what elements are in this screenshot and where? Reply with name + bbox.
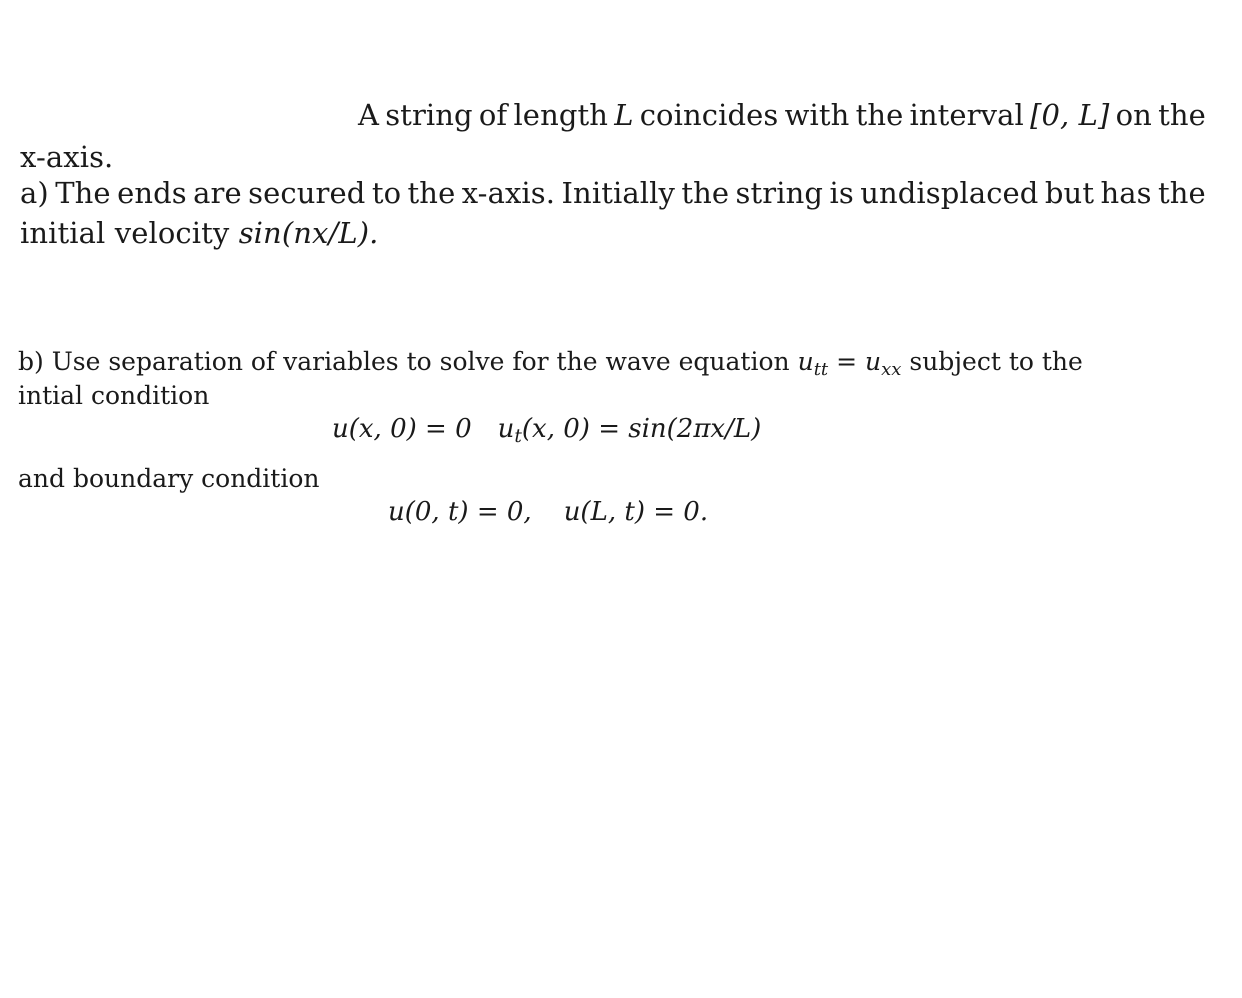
boundary-condition-equation — [388, 497, 708, 527]
wave-eq-lhs-subscript: tt — [813, 359, 829, 381]
line3-word: Initially — [561, 176, 675, 210]
initial-velocity-u: u — [497, 414, 515, 444]
line3-word: undisplaced — [860, 176, 1039, 210]
line3-word: to — [371, 176, 402, 210]
line1-word: of — [478, 98, 508, 132]
line1-word: string — [385, 98, 473, 132]
part-a-line-2: x-axis. — [20, 140, 114, 174]
right-boundary-equation: u(L, t) = 0. — [563, 497, 709, 527]
part-a-line-4 — [20, 216, 378, 250]
line1-word: L — [614, 98, 634, 132]
initial-displacement-equation: u(x, 0) = 0 — [332, 414, 472, 444]
line1-word: the — [1158, 98, 1206, 132]
part-b-line-1 — [18, 347, 1083, 380]
left-boundary-equation: u(0, t) = 0, — [388, 497, 532, 527]
line3-word: ends — [117, 176, 187, 210]
line1-word: A — [358, 98, 380, 132]
wave-eq-lhs: u — [797, 347, 814, 376]
line3-word: the — [1158, 176, 1206, 210]
line3-word: a) — [20, 176, 49, 210]
initial-velocity-equation: (x, 0) = sin(2πx/L) — [521, 414, 762, 444]
line3-word: has — [1100, 176, 1152, 210]
line1-word: interval — [909, 98, 1024, 132]
line3-word: are — [193, 176, 242, 210]
wave-eq-equals: = — [828, 347, 865, 376]
line1-word: the — [855, 98, 904, 132]
wave-eq-rhs-subscript: xx — [881, 359, 902, 381]
line3-word: is — [829, 176, 854, 210]
part-b-intro-text: b) Use separation of variables to solve for the wave equation — [18, 347, 798, 376]
part-b-intro-tail: subject to the — [901, 347, 1083, 376]
initial-condition-equation — [332, 414, 761, 447]
part-a-line-3 — [20, 176, 1206, 210]
line3-word: secured — [248, 176, 366, 210]
line3-word: x-axis. — [461, 176, 556, 210]
line1-word: coincides — [639, 98, 779, 132]
line3-word: string — [735, 176, 824, 210]
line1-word: length — [513, 98, 609, 132]
line3-word: but — [1044, 176, 1095, 210]
line1-word: on — [1115, 98, 1152, 132]
line1-word: [0, L] — [1030, 98, 1110, 132]
boundary-condition-label: and boundary condition — [18, 464, 320, 493]
initial-velocity-label: initial velocity — [20, 216, 239, 250]
part-a-line-1 — [358, 98, 1206, 132]
line1-word: with — [784, 98, 850, 132]
wave-eq-rhs: u — [865, 347, 882, 376]
line3-word: the — [407, 176, 456, 210]
line3-word: the — [681, 176, 730, 210]
line3-word: The — [55, 176, 111, 210]
initial-condition-label: intial condition — [18, 381, 210, 410]
initial-velocity-expression: sin(nx/L). — [238, 216, 379, 250]
initial-velocity-subscript: t — [514, 426, 522, 448]
